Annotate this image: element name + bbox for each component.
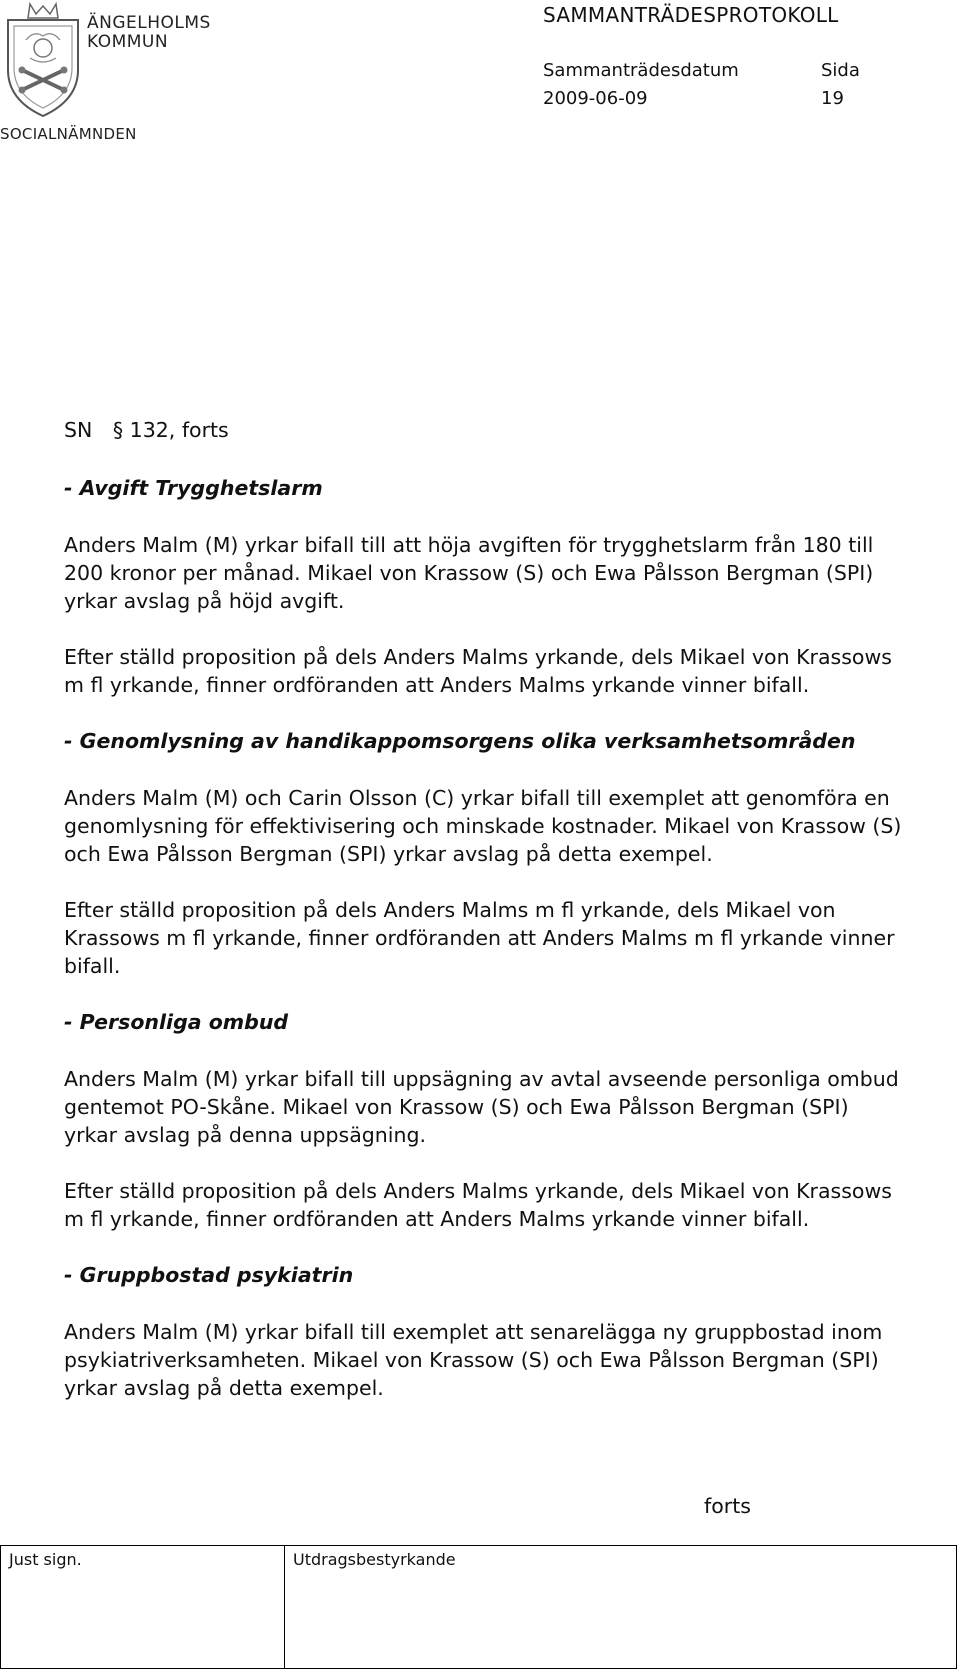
section-reference xyxy=(64,416,904,444)
just-sign-field xyxy=(1,1546,285,1668)
signature-box xyxy=(0,1545,957,1669)
document-type: SAMMANTRÄDESPROTOKOLL xyxy=(543,3,839,27)
item-paragraph: Efter ställd proposition på dels Anders Malms yrkande, dels Mikael von Krassows m fl yrkande, finner ordföranden att Anders Malms yrkande vinner bifall. xyxy=(64,645,892,697)
municipality-name-line2: KOMMUN xyxy=(87,32,169,52)
item-paragraph: Anders Malm (M) och Carin Olsson (C) yrkar bifall till exemplet att genomföra en genomlysning för effektivisering och minskade kostnader. Mikael von Krassow (S) och Ewa Pålsson Bergman (SPI) yrkar avslag på detta exempel. xyxy=(64,786,902,866)
item-heading: - Personliga ombud xyxy=(64,1010,289,1034)
extract-certification-field xyxy=(285,1546,956,1668)
section-number: 132, forts xyxy=(129,418,229,442)
item-paragraph: Anders Malm (M) yrkar bifall till att höja avgiften för trygghetslarm från 180 till 200 kronor per månad. Mikael von Krassow (S) och Ewa Pålsson Bergman (SPI) yrkar avslag på höjd avgift. xyxy=(64,533,874,613)
minutes-body xyxy=(64,416,904,1430)
coat-of-arms-icon xyxy=(0,0,86,122)
municipality-name xyxy=(87,14,217,52)
continued-marker: forts xyxy=(704,1494,751,1518)
item-paragraph: Efter ställd proposition på dels Anders Malms m fl yrkande, dels Mikael von Krassows m fl yrkande, finner ordföranden att Anders Malms m fl yrkande vinner bifall. xyxy=(64,898,895,978)
item-paragraph: Efter ställd proposition på dels Anders Malms yrkande, dels Mikael von Krassows m fl yrkande, finner ordföranden att Anders Malms yrkande vinner bifall. xyxy=(64,1179,892,1231)
item-heading: - Genomlysning av handikappomsorgens olika verksamhetsområden xyxy=(64,729,856,753)
paragraph-symbol: § xyxy=(112,418,124,442)
item-heading: - Avgift Trygghetslarm xyxy=(64,476,323,500)
item-paragraph: Anders Malm (M) yrkar bifall till uppsägning av avtal avseende personliga ombud gentemot PO-Skåne. Mikael von Krassow (S) och Ewa Pålsson Bergman (SPI) yrkar avslag på denna uppsägning. xyxy=(64,1067,899,1147)
meeting-date-value: 2009-06-09 xyxy=(543,88,648,109)
page-number: 19 xyxy=(821,88,844,109)
section-ref-prefix: SN xyxy=(64,418,93,442)
page-label: Sida xyxy=(821,60,860,81)
committee-name: SOCIALNÄMNDEN xyxy=(0,125,137,143)
item-paragraph: Anders Malm (M) yrkar bifall till exemplet att senarelägga ny gruppbostad inom psykiatriverksamheten. Mikael von Krassow (S) och Ewa Pålsson Bergman (SPI) yrkar avslag på detta exempel. xyxy=(64,1320,883,1400)
municipal-logo xyxy=(0,0,210,150)
item-heading: - Gruppbostad psykiatrin xyxy=(64,1263,354,1287)
extract-certification-label: Utdragsbestyrkande xyxy=(293,1550,456,1569)
just-sign-label: Just sign. xyxy=(9,1550,82,1569)
municipality-name-line1: ÄNGELHOLMS xyxy=(87,13,211,33)
meeting-date-label: Sammanträdesdatum xyxy=(543,60,739,81)
